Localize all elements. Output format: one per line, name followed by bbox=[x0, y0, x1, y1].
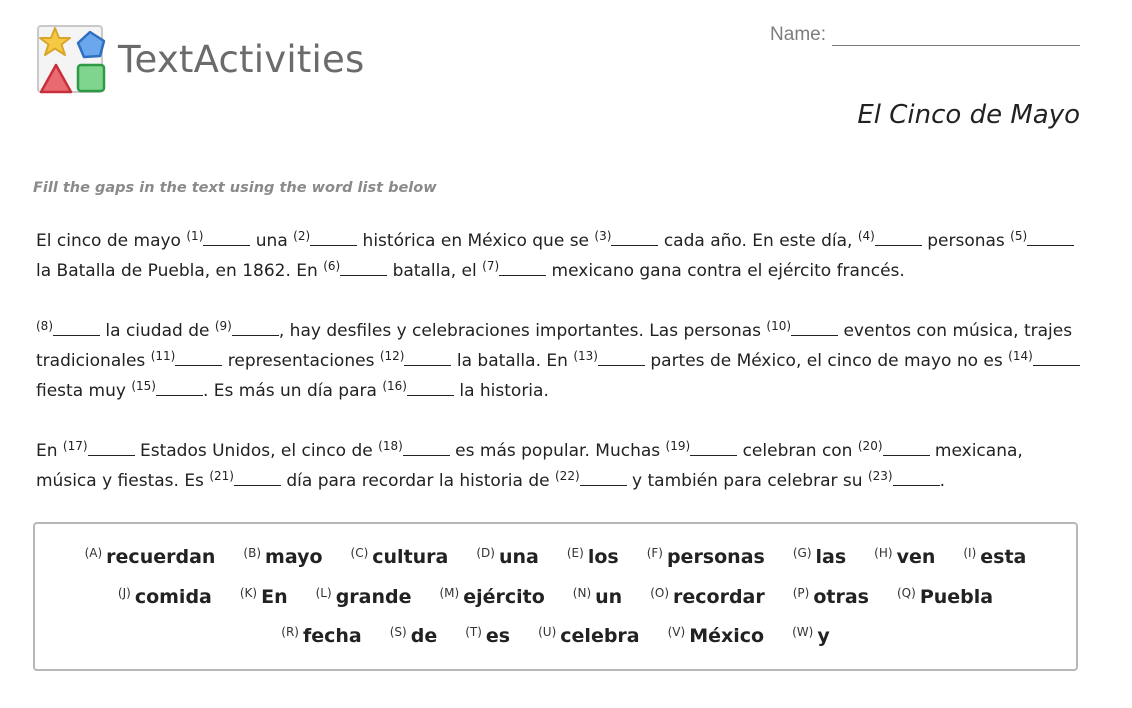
gap-blank[interactable] bbox=[53, 321, 100, 336]
logo-shapes-icon bbox=[34, 23, 106, 97]
gap-number: (5) bbox=[1010, 229, 1028, 243]
word-list-item bbox=[567, 546, 619, 568]
word-letter: (N) bbox=[572, 585, 592, 600]
gap-blank[interactable] bbox=[1027, 231, 1074, 246]
text-segment: es más popular. Muchas bbox=[449, 441, 666, 461]
gap-blank[interactable] bbox=[893, 471, 940, 486]
text-segment: . Es más un día para bbox=[202, 381, 383, 401]
text-segment: El cinco de mayo bbox=[36, 231, 187, 251]
word-letter: (P) bbox=[792, 585, 810, 600]
word-list-item bbox=[281, 625, 361, 647]
text-segment: eventos con música, trajes tradicionales bbox=[36, 321, 1073, 371]
gap-number: (15) bbox=[131, 379, 156, 393]
text-segment: En bbox=[36, 441, 63, 461]
word-list-row bbox=[35, 586, 1076, 626]
paragraph bbox=[36, 316, 1086, 406]
text-segment: la ciudad de bbox=[100, 321, 215, 341]
gap-number: (22) bbox=[555, 469, 580, 483]
gap-number: (18) bbox=[378, 439, 403, 453]
text-segment: representaciones bbox=[222, 351, 380, 371]
gap-number: (3) bbox=[594, 229, 612, 243]
text-segment: la Batalla de Puebla, en 1862. En bbox=[36, 261, 324, 281]
word-letter: (V) bbox=[667, 625, 686, 639]
gap-blank[interactable] bbox=[611, 231, 658, 246]
word-option: esta bbox=[980, 546, 1027, 568]
text-segment: , hay desfiles y celebraciones importantes. Las personas bbox=[278, 321, 767, 341]
gap-number: (8) bbox=[36, 319, 53, 333]
word-letter: (E) bbox=[566, 546, 584, 560]
word-list-item bbox=[465, 625, 510, 647]
word-option: recordar bbox=[673, 585, 765, 608]
text-segment: mexicana, música y fiestas. Es bbox=[36, 441, 1023, 491]
word-list-item bbox=[243, 546, 322, 568]
word-list-item bbox=[440, 586, 545, 608]
paragraph bbox=[36, 226, 1086, 286]
gap-number: (4) bbox=[857, 229, 875, 243]
word-list-item bbox=[390, 625, 437, 647]
name-label: Name: bbox=[770, 24, 826, 45]
name-field bbox=[770, 24, 1080, 46]
word-list-item bbox=[650, 586, 765, 608]
word-option: recuerdan bbox=[106, 546, 216, 568]
word-letter: (I) bbox=[963, 546, 977, 560]
gap-fill-text bbox=[36, 226, 1086, 526]
gap-blank[interactable] bbox=[88, 441, 135, 456]
gap-blank[interactable] bbox=[234, 471, 281, 486]
text-segment: mexicano gana contra el ejército francés. bbox=[546, 261, 905, 281]
word-option: es bbox=[485, 625, 511, 647]
gap-number: (1) bbox=[186, 229, 204, 243]
word-list-item bbox=[792, 625, 830, 647]
logo-text: TextActivities bbox=[118, 37, 365, 81]
text-segment: día para recordar la historia de bbox=[280, 471, 555, 491]
word-option: mayo bbox=[265, 546, 323, 568]
word-option: las bbox=[815, 546, 847, 568]
logo bbox=[34, 22, 394, 98]
page-title: El Cinco de Mayo bbox=[857, 100, 1080, 130]
word-option: personas bbox=[666, 546, 765, 568]
word-letter: (Q) bbox=[897, 585, 916, 600]
gap-number: (2) bbox=[293, 229, 311, 243]
gap-blank[interactable] bbox=[232, 321, 279, 336]
text-segment: la historia. bbox=[453, 381, 549, 401]
word-list-item bbox=[118, 586, 212, 608]
word-list-item bbox=[573, 586, 622, 608]
gap-number: (11) bbox=[150, 349, 176, 363]
gap-blank[interactable] bbox=[175, 351, 222, 366]
word-list-item bbox=[793, 586, 869, 608]
gap-number: (6) bbox=[323, 259, 341, 273]
text-segment: cada año. En este día, bbox=[658, 231, 858, 251]
text-segment: personas bbox=[921, 231, 1011, 251]
word-option: un bbox=[595, 585, 623, 608]
word-letter: (F) bbox=[646, 546, 663, 560]
word-letter: (O) bbox=[650, 585, 670, 600]
word-letter: (U) bbox=[538, 625, 557, 639]
word-list-row bbox=[35, 546, 1076, 586]
word-list-item bbox=[538, 625, 640, 647]
gap-blank[interactable] bbox=[404, 351, 451, 366]
gap-blank[interactable] bbox=[340, 261, 387, 276]
text-segment: y también para celebrar su bbox=[626, 471, 868, 491]
word-list-item bbox=[668, 625, 764, 647]
word-list-item bbox=[793, 546, 846, 568]
gap-number: (19) bbox=[665, 439, 691, 453]
word-list-row bbox=[35, 625, 1076, 665]
text-segment: una bbox=[250, 231, 294, 251]
gap-number: (10) bbox=[766, 319, 792, 333]
word-option: de bbox=[410, 625, 438, 647]
word-list-item bbox=[874, 546, 935, 568]
gap-number: (9) bbox=[214, 319, 232, 333]
word-list-box bbox=[33, 522, 1078, 671]
word-letter: (K) bbox=[239, 585, 258, 600]
word-list-item bbox=[316, 586, 412, 608]
gap-number: (21) bbox=[209, 469, 234, 483]
word-list-item bbox=[963, 546, 1026, 568]
word-letter: (A) bbox=[84, 546, 103, 560]
text-segment: batalla, el bbox=[387, 261, 483, 281]
word-letter: (T) bbox=[465, 625, 482, 639]
word-list-item bbox=[240, 586, 288, 608]
word-option: otras bbox=[813, 585, 869, 608]
text-segment: fiesta muy bbox=[36, 381, 132, 401]
word-option: celebra bbox=[560, 625, 640, 647]
instructions: Fill the gaps in the text using the word list below bbox=[33, 180, 437, 196]
word-letter: (M) bbox=[439, 585, 460, 600]
word-list-item bbox=[476, 546, 538, 568]
gap-blank[interactable] bbox=[156, 381, 203, 396]
gap-number: (14) bbox=[1008, 349, 1033, 363]
word-letter: (S) bbox=[389, 625, 407, 639]
text-segment: histórica en México que se bbox=[357, 231, 595, 251]
gap-blank[interactable] bbox=[580, 471, 627, 486]
word-letter: (C) bbox=[350, 546, 369, 560]
text-segment: Estados Unidos, el cinco de bbox=[134, 441, 379, 461]
text-segment: . bbox=[939, 471, 945, 491]
word-option: Puebla bbox=[919, 585, 994, 608]
word-letter: (B) bbox=[243, 546, 262, 560]
word-list-item bbox=[647, 546, 765, 568]
word-option: fecha bbox=[302, 625, 362, 647]
word-option: comida bbox=[134, 585, 212, 608]
gap-blank[interactable] bbox=[598, 351, 645, 366]
gap-number: (20) bbox=[857, 439, 883, 453]
word-option: una bbox=[498, 546, 539, 568]
gap-number: (7) bbox=[482, 259, 500, 273]
gap-blank[interactable] bbox=[875, 231, 922, 246]
word-letter: (H) bbox=[874, 546, 893, 560]
word-option: ejército bbox=[463, 585, 545, 608]
word-option: México bbox=[689, 625, 765, 647]
word-option: ven bbox=[896, 546, 936, 568]
word-list-item bbox=[897, 586, 993, 608]
text-segment: partes de México, el cinco de mayo no es bbox=[644, 351, 1009, 371]
word-letter: (R) bbox=[281, 625, 299, 639]
paragraph bbox=[36, 436, 1086, 496]
gap-number: (16) bbox=[382, 379, 407, 393]
word-option: En bbox=[261, 585, 288, 608]
gap-blank[interactable] bbox=[690, 441, 737, 456]
word-letter: (D) bbox=[476, 546, 495, 560]
word-letter: (J) bbox=[117, 585, 131, 600]
gap-blank[interactable] bbox=[407, 381, 454, 396]
gap-number: (12) bbox=[379, 349, 405, 363]
word-letter: (W) bbox=[792, 625, 814, 639]
word-letter: (G) bbox=[792, 546, 812, 560]
gap-blank[interactable] bbox=[791, 321, 838, 336]
name-underline bbox=[832, 25, 1080, 46]
gap-blank[interactable] bbox=[883, 441, 930, 456]
gap-number: (13) bbox=[573, 349, 598, 363]
text-segment: celebran con bbox=[737, 441, 858, 461]
gap-blank[interactable] bbox=[203, 231, 250, 246]
gap-blank[interactable] bbox=[1033, 351, 1080, 366]
word-list-item bbox=[85, 546, 216, 568]
word-option: y bbox=[817, 625, 830, 647]
gap-blank[interactable] bbox=[499, 261, 546, 276]
word-option: cultura bbox=[372, 546, 449, 568]
gap-number: (23) bbox=[867, 469, 893, 483]
gap-blank[interactable] bbox=[310, 231, 357, 246]
word-list-item bbox=[351, 546, 449, 568]
word-option: grande bbox=[335, 585, 412, 608]
gap-blank[interactable] bbox=[403, 441, 450, 456]
word-letter: (L) bbox=[315, 585, 332, 600]
text-segment: la batalla. En bbox=[451, 351, 574, 371]
word-option: los bbox=[587, 546, 619, 568]
square-icon bbox=[78, 65, 104, 91]
gap-number: (17) bbox=[62, 439, 88, 453]
